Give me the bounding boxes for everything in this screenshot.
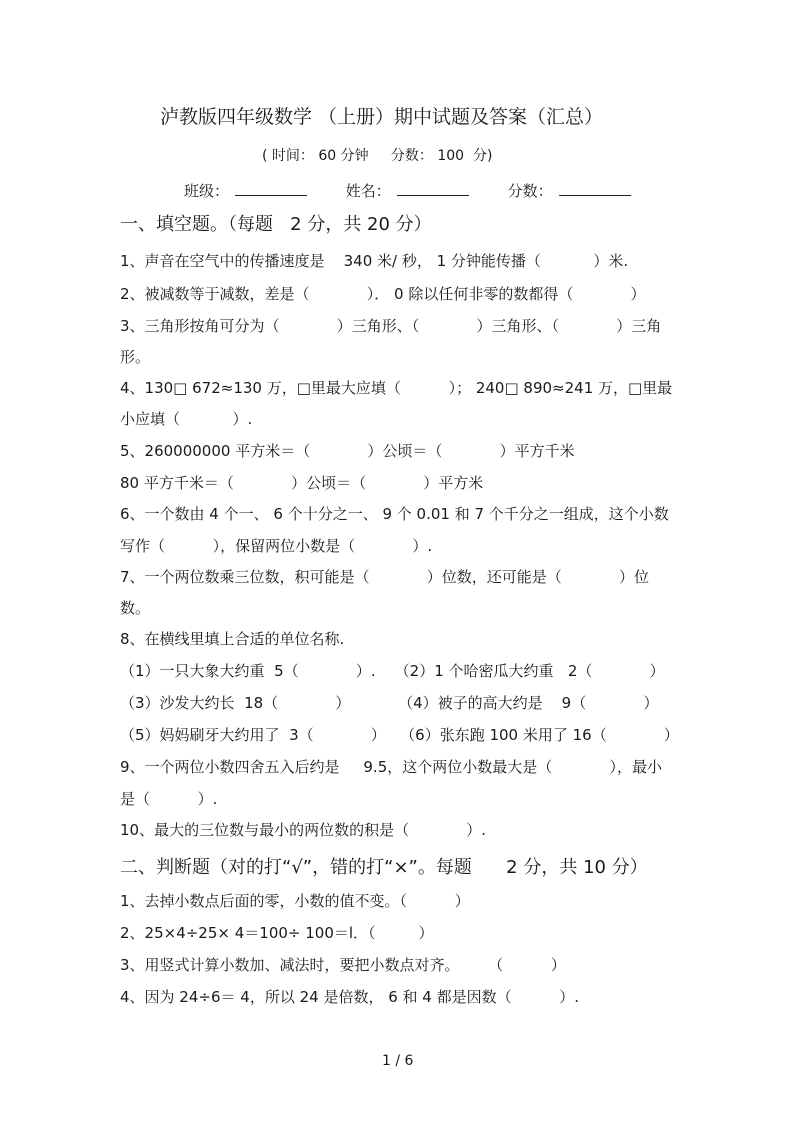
name-label: 姓名： [345,182,391,200]
question-line: 数。 [120,599,151,617]
name-blank[interactable] [397,181,469,196]
page-number: 1 / 6 [382,1053,414,1069]
question-line: 是（ ）. [120,790,218,808]
student-info-row [184,181,639,200]
question-line: （5）妈妈刷牙大约用了 3（ ） （6）张东跑 100 米用了 16（ ） [120,726,679,744]
question-line: 3、用竖式计算小数加、减法时，要把小数点对齐。 （ ） [120,956,566,974]
question-line: 80 平方千米＝（ ）公顷＝（ ）平方米 [120,474,484,492]
question-line: 写作（ ），保留两位小数是（ ）. [120,537,433,555]
question-line: （3）沙发大约长 18（ ） （4）被子的高大约是 9（ ） [120,694,659,712]
question-line: 1、去掉小数点后面的零，小数的值不变。（ ） [120,892,470,910]
question-line: （1）一只大象大约重 5（ ）. （2）1 个哈密瓜大约重 2（ ） [120,662,665,680]
exam-meta: ( 时间： 60 分钟 分数： 100 分) [262,148,493,164]
question-line: 10、最大的三位数与最小的两位数的积是（ ）. [120,821,487,839]
question-line: 2、25×4÷25× 4＝100÷ 100＝l．（ ） [120,924,434,942]
section-1-heading: 一、填空题。（每题 2 分，共 20 分） [120,214,432,235]
section-2-heading: 二、判断题（对的打“√”，错的打“×”。每题 2 分，共 10 分） [120,857,648,878]
score-label: 分数： [507,182,553,200]
question-line: 9、一个两位小数四舍五入后约是 9.5，这个两位小数最大是（ ），最小 [120,758,662,776]
question-line: 8、在横线里填上合适的单位名称. [120,630,345,648]
question-line: 4、因为 24÷6＝ 4，所以 24 是倍数， 6 和 4 都是因数（ ）. [120,988,580,1006]
question-line: 4、130□ 672≈130 万，□里最大应填（ ）； 240□ 890≈241 万，□里最 [120,379,673,397]
question-line: 1、声音在空气中的传播速度是 340 米/ 秒， 1 分钟能传播（ ）米. [120,252,629,270]
question-line: 3、三角形按角可分为（ ）三角形、（ ）三角形、（ ）三角 [120,317,662,335]
question-line: 2、被减数等于减数，差是（ ）． 0 除以任何非零的数都得（ ） [120,285,646,303]
score-blank[interactable] [559,181,631,196]
question-line: 5、260000000 平方米＝（ ）公顷＝（ ）平方千米 [120,442,575,460]
class-label: 班级： [184,182,230,200]
question-line: 形。 [120,348,151,366]
question-line: 小应填（ ）. [120,410,253,428]
exam-title: 泸教版四年级数学 （上册）期中试题及答案（汇总） [160,106,604,128]
question-line: 6、一个数由 4 个一、 6 个十分之一、 9 个 0.01 和 7 个千分之一组成，这个小数 [120,505,669,523]
question-line: 7、一个两位数乘三位数，积可能是（ ）位数，还可能是（ ）位 [120,568,649,586]
class-blank[interactable] [235,181,307,196]
